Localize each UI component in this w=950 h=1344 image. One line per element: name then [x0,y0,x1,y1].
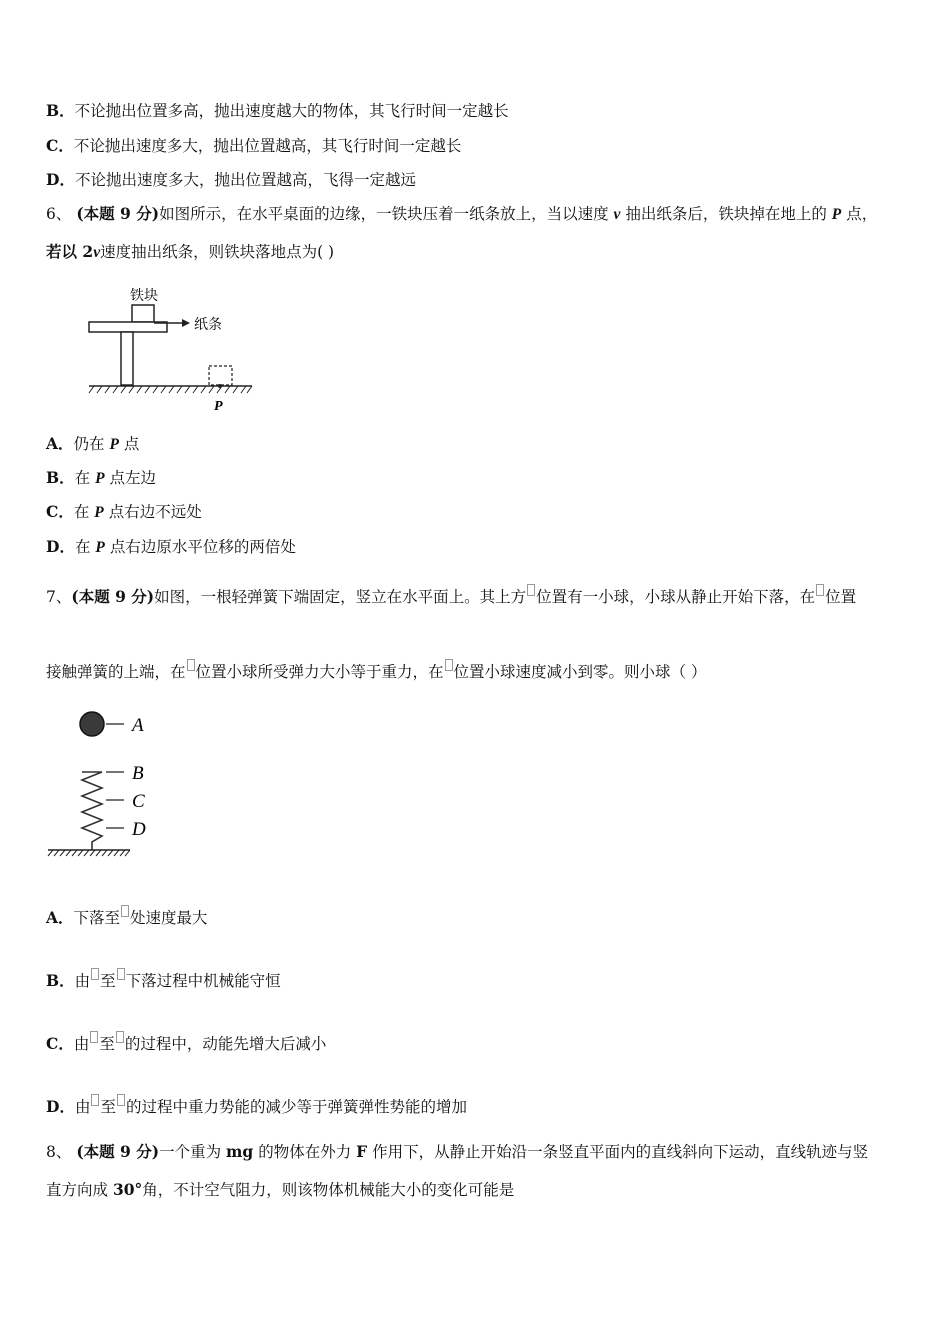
q6-option-a: A．仍在 P 点 [46,434,140,453]
q7-stem-line2: 接触弹簧的上端，在 位置小球所受弹力大小等于重力，在 位置小球速度减小到零。则小球（ ） [46,659,706,682]
q5-option-d: D．不论抛出速度多大，抛出位置越高，飞得一定越远 [46,170,416,189]
label-d: D [132,819,146,840]
missing-glyph-icon [91,1094,99,1106]
iron-block [132,305,154,322]
spring [82,772,102,850]
table-leg [121,332,133,385]
missing-glyph-icon [116,1031,124,1043]
q7-stem-line1: 7、(本题 9 分)如图，一根轻弹簧下端固定，竖立在水平面上。其上方 位置有一小球，小球从静止开始下落，在 位置 [46,584,856,607]
q8-stem-line2: 直方向成 30°角，不计空气阻力，则该物体机械能大小的变化可能是 [46,1180,515,1199]
missing-glyph-icon [121,905,129,917]
missing-glyph-icon [91,968,99,980]
iron-block-label: 铁块 [130,288,158,304]
q6-stem-line2: 若以 2v速度抽出纸条，则铁块落地点为( ) [46,242,335,261]
q7-option-d: D．由 至 的过程中重力势能的减少等于弹簧弹性势能的增加 [46,1094,467,1117]
q6-option-d: D．在 P 点右边原水平位移的两倍处 [46,537,296,556]
q7-figure [44,705,174,865]
q6-option-c: C．在 P 点右边不远处 [46,502,202,521]
q5-option-b: B．不论抛出位置多高，抛出速度越大的物体，其飞行时间一定越长 [46,101,509,120]
label-b: B [132,763,144,784]
label-c: C [132,791,145,812]
missing-glyph-icon [527,584,535,596]
ground-hatching [89,386,252,393]
missing-glyph-icon [816,584,824,596]
q5-option-c: C．不论抛出速度多大，抛出位置越高，其飞行时间一定越长 [46,136,462,155]
point-p-label: P [214,399,223,414]
label-a: A [132,715,144,736]
q7-option-b: B．由 至 下落过程中机械能守恒 [46,968,281,991]
q6-stem-line1: 6、 (本题 9 分)如图所示，在水平桌面的边缘，一铁块压着一纸条放上，当以速度 v 抽出纸条后，铁块掉在地上的 P 点， [46,204,878,223]
q6-figure [86,282,266,417]
pull-arrow-icon [182,319,190,327]
missing-glyph-icon [117,968,125,980]
q7-option-a: A．下落至 处速度最大 [46,905,208,928]
q6-option-b: B．在 P 点左边 [46,468,156,487]
landing-position-outline [209,366,232,385]
q8-stem-line1: 8、 (本题 9 分)一个重为 mg 的物体在外力 F 作用下，从静止开始沿一条竖直平面内的直线斜向下运动，直线轨迹与竖 [46,1142,869,1161]
ground-hatching [48,850,130,856]
missing-glyph-icon [445,659,453,671]
paper-strip-label: 纸条 [194,317,222,333]
point-p-marker [218,384,222,388]
ball [80,712,104,736]
missing-glyph-icon [90,1031,98,1043]
missing-glyph-icon [117,1094,125,1106]
missing-glyph-icon [187,659,195,671]
q7-option-c: C．由 至 的过程中，动能先增大后减小 [46,1031,326,1054]
